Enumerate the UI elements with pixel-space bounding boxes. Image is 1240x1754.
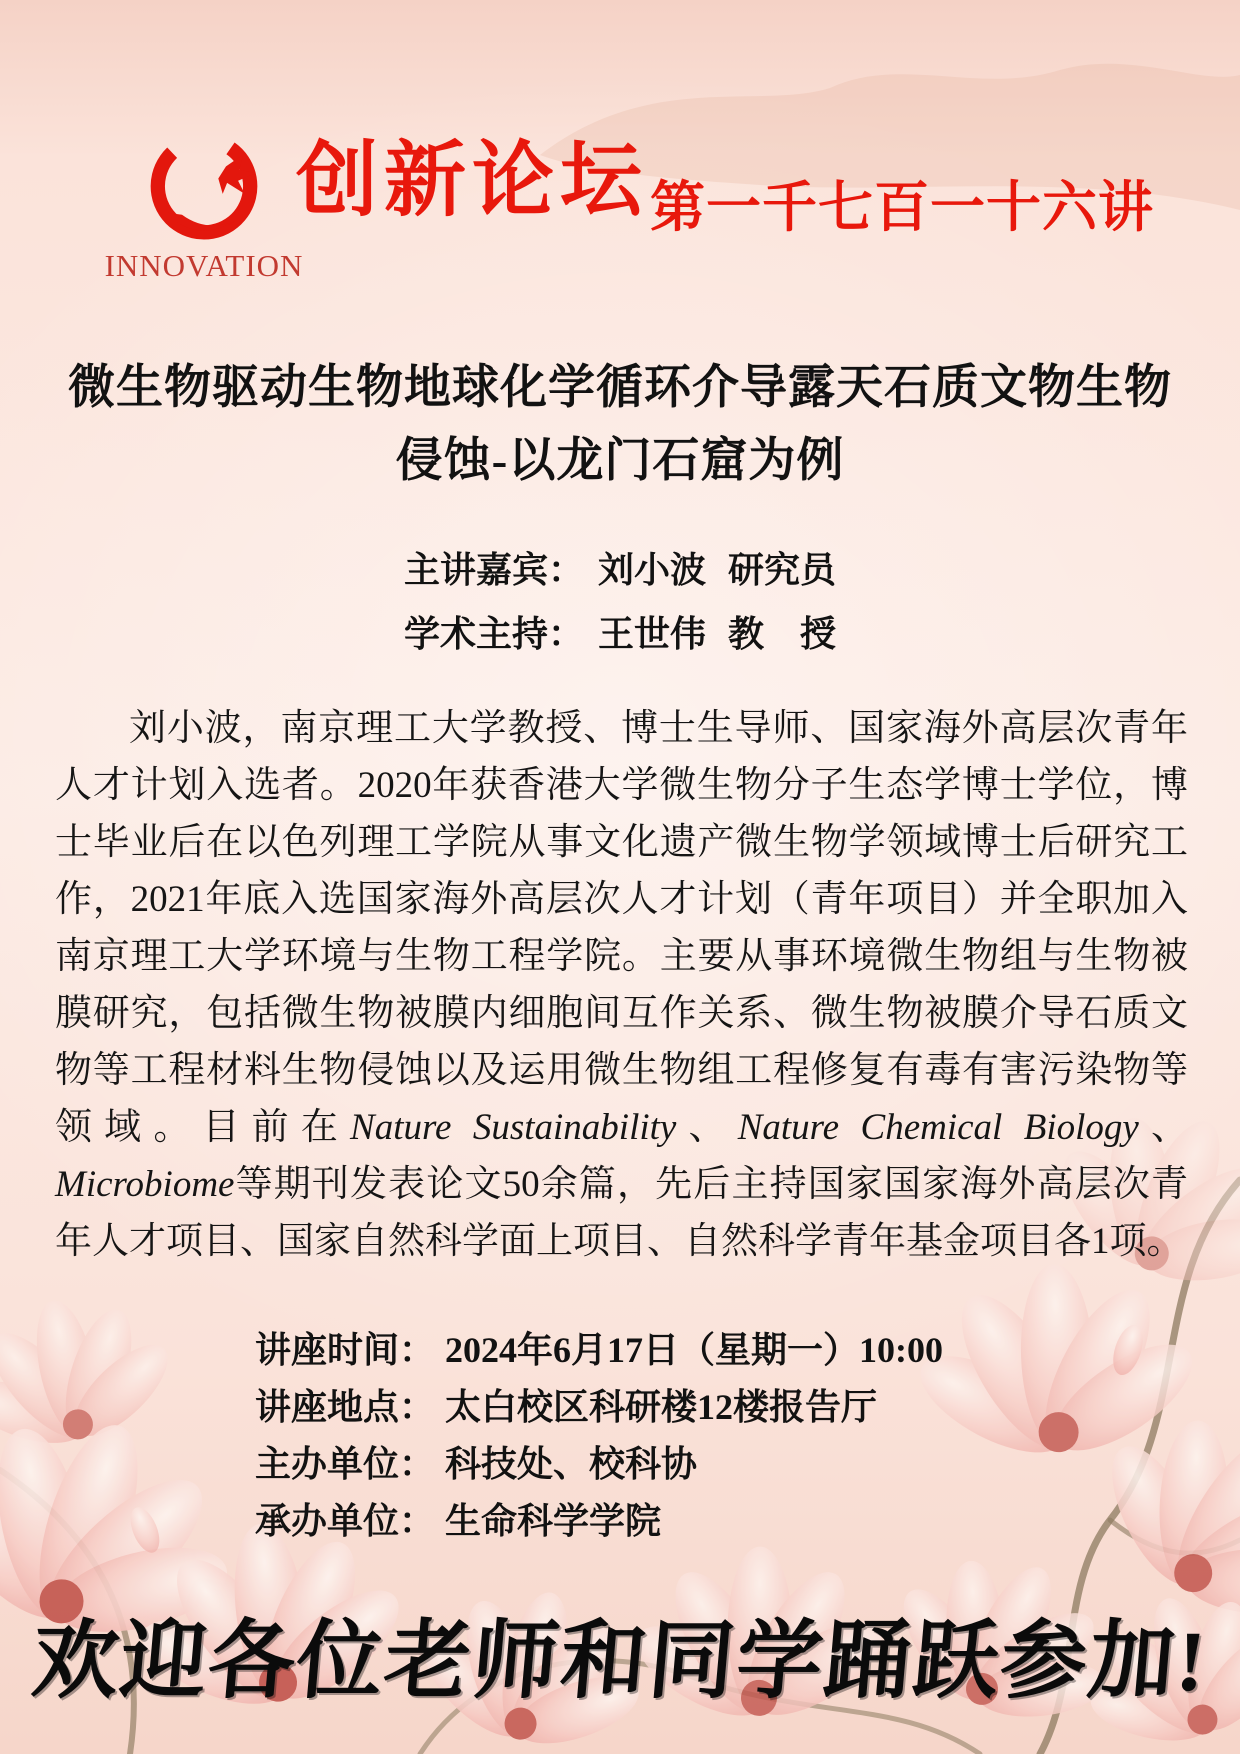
bio-paragraph <box>55 700 1188 1270</box>
session-number: 第一千七百一十六讲 <box>650 177 1155 238</box>
speaker-name: 刘小波 <box>597 550 706 590</box>
lecture-title <box>40 352 1200 498</box>
speaker-line <box>0 538 1240 602</box>
welcome-calligraphy: 欢迎各位老师和同学踊跃参加! <box>28 1613 1212 1709</box>
detail-label: 讲座时间： <box>255 1330 436 1370</box>
speaker-title: 研究员 <box>728 550 837 590</box>
bio-segment: 、 <box>676 1107 738 1148</box>
detail-value: 科技处、校科协 <box>445 1444 698 1484</box>
detail-row-location <box>255 1379 1160 1436</box>
forum-title: 创新论坛 <box>296 135 649 226</box>
detail-row-time <box>255 1322 1160 1379</box>
detail-row-organizer <box>255 1436 1160 1493</box>
detail-value: 2024年6月17日（星期一）10:00 <box>445 1330 944 1370</box>
speaker-label: 主讲嘉宾： <box>403 550 584 590</box>
host-line <box>0 602 1240 666</box>
bio-segment: Microbiome <box>55 1164 235 1205</box>
bio-segment: 、 <box>1138 1107 1188 1148</box>
detail-row-co-organizer <box>255 1493 1160 1550</box>
bio-segment: Nature Sustainability <box>350 1107 677 1148</box>
speaker-block <box>0 538 1240 666</box>
logo-caption: INNOVATION <box>104 248 304 283</box>
bio-segment: 等期刊发表论文50余篇，先后主持国家国家海外高层次青年人才项目、国家自然科学面上项目、自然科学青年基金项目各1项。 <box>55 1164 1188 1262</box>
host-label: 学术主持： <box>403 614 584 654</box>
innovation-logo-icon <box>138 118 270 250</box>
lecture-title-line1: 微生物驱动生物地球化学循环介导露天石质文物生物 <box>68 362 1172 414</box>
details-list <box>255 1322 1160 1550</box>
bio-segment: Nature Chemical Biology <box>737 1107 1139 1148</box>
lecture-title-line2: 侵蚀-以龙门石窟为例 <box>395 435 845 487</box>
detail-label: 讲座地点： <box>255 1387 436 1427</box>
detail-value: 生命科学学院 <box>445 1501 662 1541</box>
detail-label: 承办单位： <box>255 1501 436 1541</box>
bio-segment: 刘小波，南京理工大学教授、博士生导师、国家海外高层次青年人才计划入选者。2020年获香港大学微生物分子生态学博士学位，博士毕业后在以色列理工学院从事文化遗产微生物学领域博士后研究工作，2021年底入选国家海外高层次人才计划（青年项目）并全职加入南京理工大学环境与生物工程学院。主要从事环境微生物组与生物被膜研究，包括微生物被膜内细胞间互作关系、微生物被膜介导石质文物等工程材料生物侵蚀以及运用微生物组工程修复有毒有害污染物等领域。目前在 <box>55 708 1188 1148</box>
detail-label: 主办单位： <box>255 1444 436 1484</box>
detail-value: 太白校区科研楼12楼报告厅 <box>445 1387 878 1427</box>
host-name: 王世伟 <box>597 614 706 654</box>
host-title: 教 授 <box>728 614 837 654</box>
